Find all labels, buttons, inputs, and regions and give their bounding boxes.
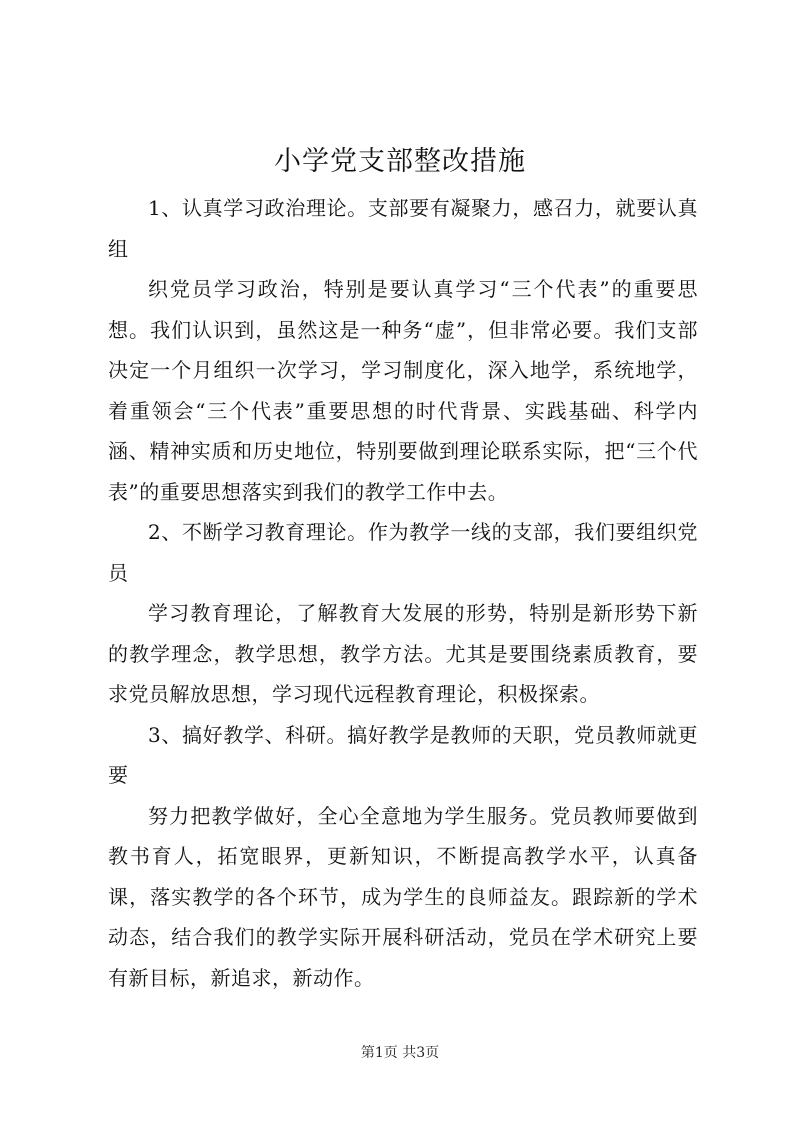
paragraph-3: 2、不断学习教育理论。作为教学一线的支部，我们要组织党员 — [108, 520, 698, 585]
page-footer: 第1页 共3页 — [360, 1045, 440, 1061]
paragraph-5: 3、搞好教学、科研。搞好教学是教师的天职，党员教师就更要 — [108, 722, 698, 787]
paragraph-1: 1、认真学习政治理论。支部要有凝聚力，感召力，就要认真组 — [108, 196, 698, 261]
paragraph-2: 织党员学习政治，特别是要认真学习“三个代表”的重要思想。我们认识到，虽然这是一种务“虚”，但非常必要。我们支部决定一个月组织一次学习，学习制度化，深入地学，系统地学，着重领会“三个代表”重要思想的时代背景、实践基础、科学内涵、精神实质和历史地位，特别要做到理论联系实际，把“三个代表”的重要思想落实到我们的教学工作中去。 — [108, 277, 698, 504]
paragraph-4: 学习教育理论，了解教育大发展的形势，特别是新形势下新的教学理念，教学思想，教学方法。尤其是要围绕素质教育，要求党员解放思想，学习现代远程教育理论，积极探索。 — [108, 601, 698, 706]
paragraph-6: 努力把教学做好，全心全意地为学生服务。党员教师要做到教书育人，拓宽眼界，更新知识，不断提高教学水平，认真备课，落实教学的各个环节，成为学生的良师益友。跟踪新的学术动态，结合我们的教学实际开展科研活动，党员在学术研究上要有新目标，新追求，新动作。 — [108, 803, 698, 990]
document-title: 小学党支部整改措施 — [274, 146, 526, 177]
document-body — [108, 188, 698, 998]
